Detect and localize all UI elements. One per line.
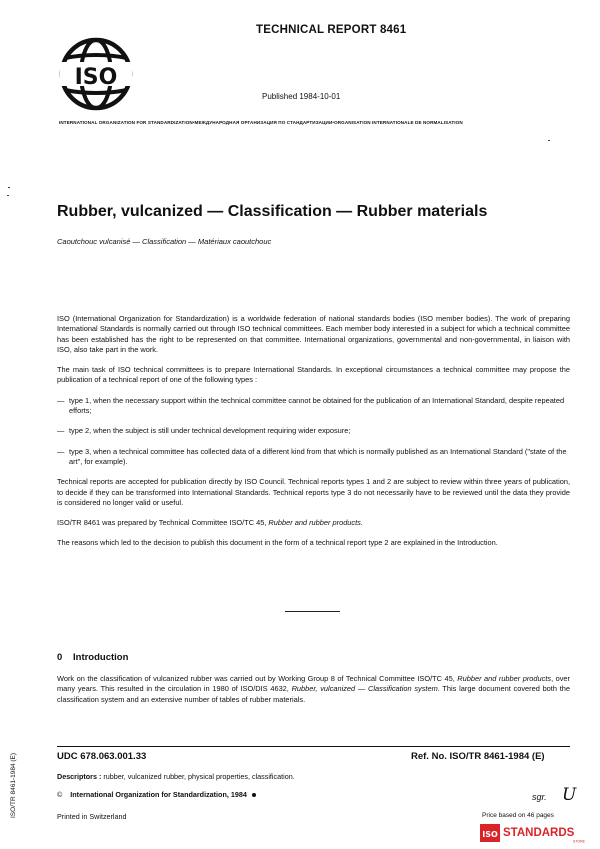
udc-number: UDC 678.063.001.33 xyxy=(57,751,147,762)
price-note: Price based on 46 pages xyxy=(482,812,554,819)
handwritten-mark: U xyxy=(562,785,577,805)
iso-logo xyxy=(56,36,136,112)
section-title: Introduction xyxy=(73,652,129,663)
introduction-text: Work on the classification of vulcanized rubber was carried out by Working Group 8 of Technical Committee ISO/TC 45, Rubber and rubber products, over many years. This resulted in the circulation in 1980 of ISO/DIS 4632, Rubber, vulcanized — Classification system. This large document covered both the classification system and an extensive number of tables of rubber materials. xyxy=(57,674,571,704)
svg-text:STANDARDS: STANDARDS xyxy=(503,827,575,839)
list-dash: — xyxy=(57,426,65,436)
paragraph: Technical reports are accepted for publication directly by ISO Council. Technical reports types 1 and 2 are subject to review within three years of publication, to decide if they can be transformed into International Standards. Technical reports type 3 do not necessarily have to be reviewed until the data they provide is considered no longer valid or useful. xyxy=(57,477,570,507)
published-date: Published 1984-10-01 xyxy=(262,92,341,101)
paragraph: The main task of ISO technical committees is to prepare International Standards. In exceptional circumstances a technical committee may propose the publication of a technical report of one of the following types : xyxy=(57,365,570,385)
copyright-icon: © xyxy=(57,790,63,799)
list-item-text: type 2, when the subject is still under technical development requiring wider exposure; xyxy=(69,426,351,436)
paragraph: ISO (International Organization for Standardization) is a worldwide federation of national standards bodies (ISO member bodies). The work of preparing International Standards is normally carried out through ISO technical committees. Each member body interested in a subject for which a technical committee has been established has the right to be represented on that committee. International organizations, governmental and non-governmental, in liaison with ISO, also take part in the work. xyxy=(57,314,570,354)
list-item xyxy=(57,396,570,417)
scan-speck xyxy=(548,140,550,141)
list-item xyxy=(57,426,570,436)
list-dash: — xyxy=(57,446,65,456)
printed-in: Printed in Switzerland xyxy=(57,812,127,821)
iso-logo-text: ISO xyxy=(74,65,118,90)
introduction-heading xyxy=(57,652,128,663)
copyright-text: International Organization for Standardization, 1984 xyxy=(70,790,247,799)
scan-speck xyxy=(8,187,10,188)
reference-number: Ref. No. ISO/TR 8461-1984 (E) xyxy=(411,751,545,762)
svg-text:STORE: STORE xyxy=(573,839,585,844)
side-reference: ISO/TR 8461-1984 (E) xyxy=(10,752,17,818)
descriptors xyxy=(57,772,295,781)
handwritten-note: sgr. xyxy=(532,792,547,802)
descriptors-text: rubber, vulcanized rubber, physical properties, classification. xyxy=(101,772,295,781)
report-title: TECHNICAL REPORT 8461 xyxy=(256,24,407,36)
svg-text:ISO: ISO xyxy=(482,830,498,839)
committee-title: Rubber and rubber products. xyxy=(268,518,363,528)
paragraph-text: ISO/TR 8461 was prepared by Technical Committee ISO/TC 45, xyxy=(57,518,269,528)
paragraph: The reasons which led to the decision to publish this document in the form of a technical report type 2 are explained in the Introduction. xyxy=(57,538,498,548)
list-item-text: type 3, when a technical committee has collected data of a different kind from that which is normally published as an International Standard ("state of the art", for example). xyxy=(69,446,567,466)
copyright xyxy=(57,790,256,799)
list-item-text: type 1, when the necessary support within the technical committee cannot be obtained for the publication of an International Standard, despite repeated efforts; xyxy=(69,395,565,416)
iso-standards-store-logo[interactable] xyxy=(480,822,592,844)
document-subtitle: Caoutchouc vulcanisé — Classification — Matériaux caoutchouc xyxy=(57,237,272,246)
list-item xyxy=(57,447,570,468)
foreword-body xyxy=(57,314,570,559)
section-separator xyxy=(285,611,340,612)
document-title: Rubber, vulcanized — Classification — Rubber materials xyxy=(57,203,488,220)
descriptors-label: Descriptors : xyxy=(57,772,102,781)
list-dash: — xyxy=(57,395,65,405)
section-number: 0 xyxy=(57,652,63,663)
scan-speck xyxy=(7,195,9,196)
footer-rule xyxy=(57,746,570,747)
paragraph xyxy=(57,518,570,528)
bullet-dot xyxy=(252,793,256,797)
organization-line: INTERNATIONAL ORGANIZATION FOR STANDARDIZATION•МЕЖДУНАРОДНАЯ ОРГАНИЗАЦИЯ ПО СТАНДАРТИЗАЦИИ•ORGANISATION INTERNATIONALE DE NORMALISATION xyxy=(59,120,463,125)
